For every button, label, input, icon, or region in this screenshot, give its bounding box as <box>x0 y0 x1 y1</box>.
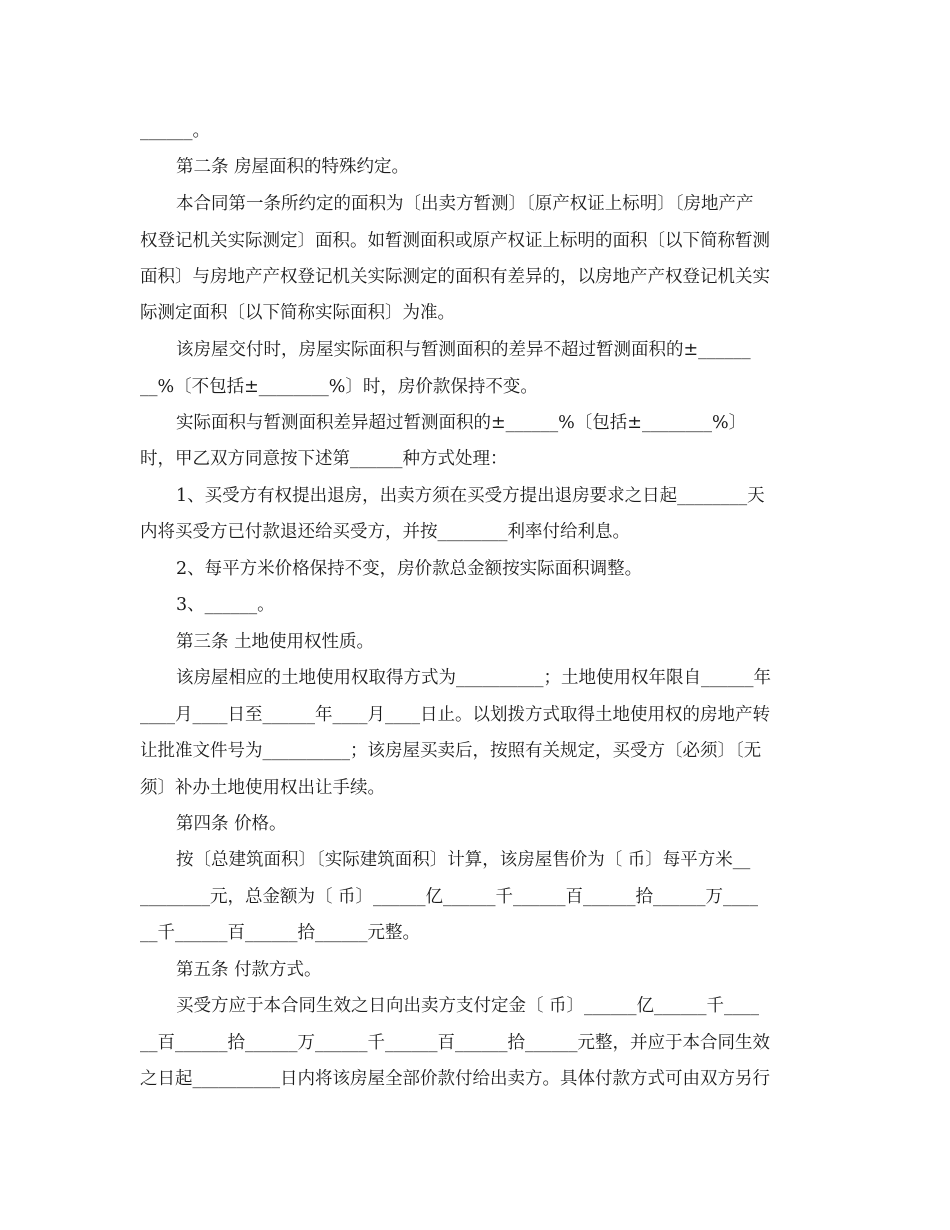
text-line: 本合同第一条所约定的面积为〔出卖方暂测〕〔原产权证上标明〕〔房地产产 <box>176 194 754 214</box>
article-heading: 第三条 土地使用权性质。 <box>176 632 375 652</box>
text-line: 该房屋相应的土地使用权取得方式为__________；土地使用权年限自______年 <box>176 668 771 688</box>
text-line: 时，甲乙双方同意按下述第______种方式处理： <box>140 449 508 469</box>
text-line: 际测定面积〔以下简称实际面积〕为准。 <box>140 303 455 323</box>
text-line: 须〕补办土地使用权出让手续。 <box>140 778 385 798</box>
text-line: ________元，总金额为〔 币〕______亿______千______百______拾______万____ <box>140 887 759 907</box>
text-line: 实际面积与暂测面积差异超过暂测面积的±______%〔包括±________%〕 <box>176 413 747 433</box>
text-line: ____月____日至______年____月____日止。以划拨方式取得土地使用权的房地产转 <box>140 705 770 725</box>
text-line: 买受方应于本合同生效之日向出卖方支付定金〔 币〕______亿______千____ <box>176 996 760 1016</box>
text-line: 之日起__________日内将该房屋全部价款付给出卖方。具体付款方式可由双方另行 <box>140 1069 770 1089</box>
text-line: 面积〕与房地产产权登记机关实际测定的面积有差异的，以房地产产权登记机关实 <box>140 267 770 287</box>
text-line: 2、每平方米价格保持不变，房价款总金额按实际面积调整。 <box>176 559 643 579</box>
text-line: 1、买受方有权提出退房，出卖方须在买受方提出退房要求之日起________天 <box>176 486 765 506</box>
text-line: __百______拾______万______千______百______拾______元整，并应于本合同生效 <box>140 1033 770 1053</box>
article-heading: 第五条 付款方式。 <box>176 960 322 980</box>
text-line: 3、______。 <box>176 595 275 615</box>
text-line: 按〔总建筑面积〕〔实际建筑面积〕计算，该房屋售价为〔 币〕每平方米__ <box>176 850 751 870</box>
text-line: 内将买受方已付款退还给买受方，并按________利率付给利息。 <box>140 522 630 542</box>
text-line: 让批准文件号为__________；该房屋买卖后，按照有关规定，买受方〔必须〕〔无 <box>140 741 762 761</box>
text-line: ______。 <box>140 121 210 141</box>
text-line: 该房屋交付时，房屋实际面积与暂测面积的差异不超过暂测面积的±______ <box>176 340 751 360</box>
article-heading: 第四条 价格。 <box>176 814 287 834</box>
article-heading: 第二条 房屋面积的特殊约定。 <box>176 157 410 177</box>
text-line: __千______百______拾______元整。 <box>140 923 420 943</box>
text-line: 权登记机关实际测定〕面积。如暂测面积或原产权证上标明的面积〔以下简称暂测 <box>140 231 770 251</box>
text-line: __%〔不包括±________%〕时，房价款保持不变。 <box>140 377 538 397</box>
